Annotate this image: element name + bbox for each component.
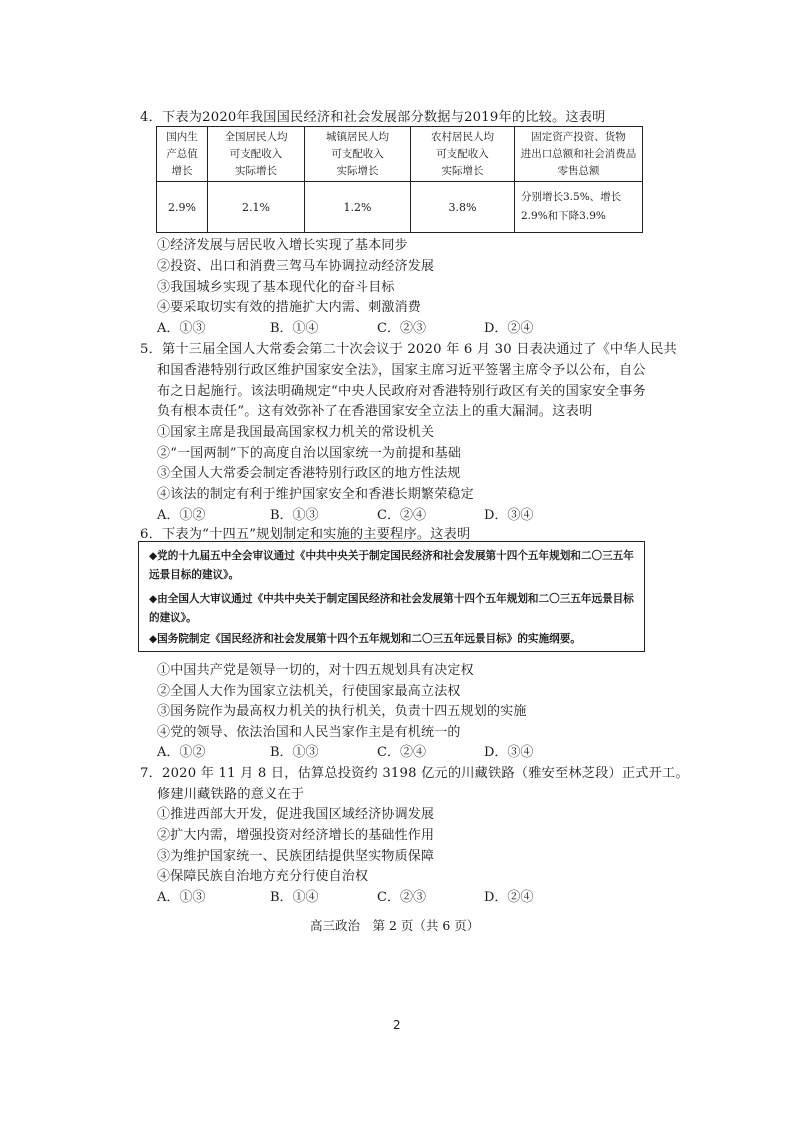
q6-statement-3: ③国务院作为最高权力机关的执行机关，负责十四五规划的实施 <box>157 704 527 719</box>
page-footer: 高三政治 第 2 页（共 6 页） <box>310 918 480 933</box>
q5-statement-4: ④该法的制定有利于维护国家安全和香港长期繁荣稳定 <box>157 487 474 502</box>
q7-statement-4: ④保障民族自治地方充分行使自治权 <box>157 869 369 884</box>
q4-option-d[interactable]: D．②④ <box>484 321 534 336</box>
q5-statement-2: ②“一国两制”下的高度自治以国家统一为前提和基础 <box>157 446 462 461</box>
q6-statement-2: ②全国人大作为国家立法机关，行使国家最高立法权 <box>157 684 461 699</box>
q4-table-header-row <box>157 127 643 182</box>
q4-statement-4: ④要采取切实有效的措施扩大内需、刺激消费 <box>157 300 422 315</box>
q4-col-rural-income: 农村居民人均 可支配收入 实际增长 <box>411 127 515 182</box>
q5-statement-3: ③全国人大常委会制定香港特别行政区的地方性法规 <box>157 466 461 481</box>
q6-stem: 6．下表为“十四五”规划制定和实施的主要程序。这表明 <box>140 527 471 542</box>
q4-col-investment-trade-consumption: 固定资产投资、货物 进出口总额和社会消费品 零售总额 <box>515 127 643 182</box>
q4-statement-2: ②投资、出口和消费三驾马车协调拉动经济发展 <box>157 259 435 274</box>
q6-procedure-box <box>138 541 645 652</box>
q5-stem-line-3: 布之日起施行。该法明确规定“中央人民政府对香港特别行政区有关的国家安全事务 <box>157 384 646 399</box>
q7-option-b[interactable]: B．①④ <box>270 890 319 905</box>
q4-option-b[interactable]: B．①④ <box>270 321 319 336</box>
q4-col-gdp-growth: 国内生 产总值 增长 <box>157 127 208 182</box>
q4-col-national-income: 全国居民人均 可支配收入 实际增长 <box>208 127 305 182</box>
q5-option-b[interactable]: B．①③ <box>270 508 319 523</box>
q4-statement-1: ①经济发展与居民收入增长实现了基本同步 <box>157 238 408 253</box>
q5-stem-line-1: 5．第十三届全国人大常委会第二十次会议于 2020 年 6 月 30 日表决通过了《中华人民共 <box>140 342 677 357</box>
q6-procedure-item-1: ◆党的十九届五中全会审议通过《中共中央关于制定国民经济和社会发展第十四个五年规划和二〇三五年远景目标的建议》。 <box>149 550 634 581</box>
q6-option-c[interactable]: C．②④ <box>377 745 426 760</box>
q6-option-d[interactable]: D．③④ <box>484 745 534 760</box>
q7-statement-3: ③为维护国家统一、民族团结提供坚实物质保障 <box>157 849 435 864</box>
q4-value-rural: 3.8% <box>411 182 515 233</box>
q5-option-c[interactable]: C．②④ <box>377 508 426 523</box>
q5-option-d[interactable]: D．③④ <box>484 508 534 523</box>
q4-table-value-row <box>157 182 643 233</box>
q7-stem-line-1: 7．2020 年 11 月 8 日，估算总投资约 3198 亿元的川藏铁路（雅安至林芝段）正式开工。 <box>140 766 689 781</box>
q7-stem-line-2: 修建川藏铁路的意义在于 <box>157 787 305 802</box>
q6-statement-1: ①中国共产党是领导一切的，对十四五规划具有决定权 <box>157 663 474 678</box>
q7-option-c[interactable]: C．②③ <box>377 890 426 905</box>
q4-col-urban-income: 城镇居民人均 可支配收入 实际增长 <box>305 127 411 182</box>
q4-value-gdp: 2.9% <box>157 182 208 233</box>
q5-stem-line-2: 和国香港特别行政区维护国家安全法》，国家主席习近平签署主席令予以公布，自公 <box>157 363 646 378</box>
q6-statement-4: ④党的领导、依法治国和人民当家作主是有机统一的 <box>157 725 461 740</box>
q4-option-c[interactable]: C．②③ <box>377 321 426 336</box>
q4-data-table <box>156 126 643 233</box>
q6-procedure-item-3: ◆国务院制定《国民经济和社会发展第十四个五年规划和二〇三五年远景目标》的实施纲要。 <box>149 633 581 645</box>
q7-option-d[interactable]: D．②④ <box>484 890 534 905</box>
q6-procedure-item-2: ◆由全国人大审议通过《中共中央关于制定国民经济和社会发展第十四个五年规划和二〇三五年远景目标的建议》。 <box>149 593 634 624</box>
q7-statement-1: ①推进西部大开发，促进我国区域经济协调发展 <box>157 807 435 822</box>
q4-stem: 4．下表为2020年我国国民经济和社会发展部分数据与2019年的比较。这表明 <box>140 110 606 125</box>
q6-option-a[interactable]: A．①② <box>157 745 206 760</box>
q5-option-a[interactable]: A．①② <box>157 508 206 523</box>
q4-value-national: 2.1% <box>208 182 305 233</box>
q7-option-a[interactable]: A．①③ <box>157 890 206 905</box>
q4-value-urban: 1.2% <box>305 182 411 233</box>
q6-option-b[interactable]: B．①③ <box>270 745 319 760</box>
page-number: 2 <box>393 1018 401 1032</box>
q4-statement-3: ③我国城乡实现了基本现代化的奋斗目标 <box>157 280 395 295</box>
q5-stem-line-4: 负有根本责任”。这有效弥补了在香港国家安全立法上的重大漏洞。这表明 <box>157 404 593 419</box>
q4-value-investment: 分别增长3.5%、增长 2.9%和下降3.9% <box>515 182 643 233</box>
q7-statement-2: ②扩大内需，增强投资对经济增长的基础性作用 <box>157 828 435 843</box>
q5-statement-1: ①国家主席是我国最高国家权力机关的常设机关 <box>157 425 435 440</box>
q4-option-a[interactable]: A．①③ <box>157 321 206 336</box>
